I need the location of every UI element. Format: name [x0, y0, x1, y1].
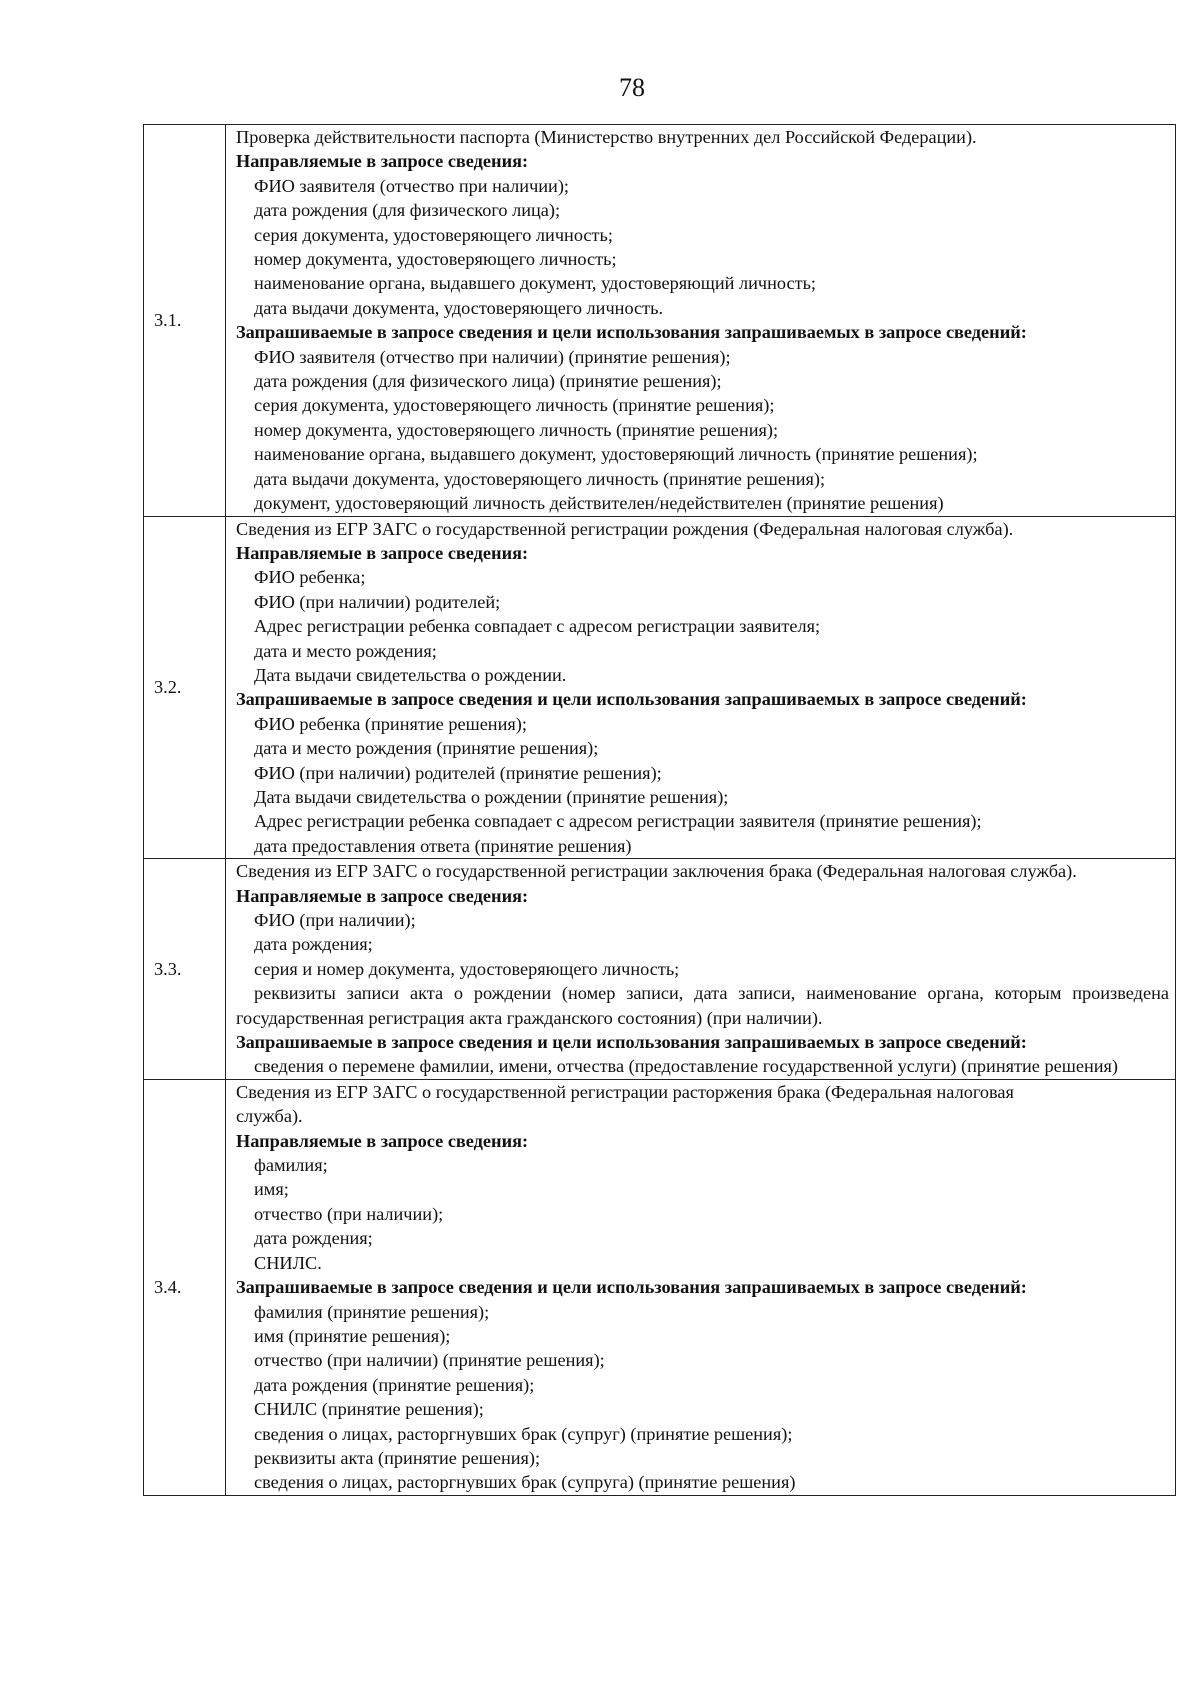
list-item: фамилия;: [254, 1155, 328, 1176]
list-item: дата рождения (принятие решения);: [254, 1374, 535, 1395]
sent-heading: Направляемые в запросе сведения:: [236, 1130, 529, 1151]
list-item: дата рождения (для физического лица);: [254, 200, 561, 221]
table-row: [144, 516, 1176, 859]
list-item: дата и место рождения (принятие решения);: [254, 738, 599, 759]
list-item-long: реквизиты записи акта о рождении (номер записи, дата записи, наименование органа, которым произведена государственная регистрация акта гражданского состояния) (при наличии).: [236, 983, 1169, 1028]
list-item: серия документа, удостоверяющего личность (принятие решения);: [254, 395, 775, 416]
list-item: ФИО (при наличии) родителей;: [254, 591, 501, 612]
list-item: СНИЛС (принятие решения);: [254, 1399, 484, 1420]
row-content: [226, 125, 1176, 517]
list-item: ФИО заявителя (отчество при наличии);: [254, 175, 570, 196]
list-item: Адрес регистрации ребенка совпадает с адресом регистрации заявителя (принятие решения);: [254, 811, 982, 832]
list-item: номер документа, удостоверяющего личность;: [254, 249, 617, 270]
requested-heading: Запрашиваемые в запросе сведения и цели использования запрашиваемых в запросе сведений:: [236, 322, 1027, 343]
list-item: сведения о лицах, расторгнувших брак (супруга) (принятие решения): [254, 1472, 796, 1493]
row-title: Проверка действительности паспорта (Министерство внутренних дел Российской Федерации).: [236, 127, 977, 147]
row-number: 3.1.: [144, 125, 226, 517]
row-content: [226, 859, 1176, 1080]
list-item: серия документа, удостоверяющего личность;: [254, 224, 613, 245]
row-title: Сведения из ЕГР ЗАГС о государственной регистрации рождения (Федеральная налоговая служба).: [236, 518, 1014, 539]
row-number: 3.2.: [144, 516, 226, 859]
list-item: ФИО заявителя (отчество при наличии) (принятие решения);: [254, 346, 731, 367]
list-item: наименование органа, выдавшего документ, удостоверяющий личность (принятие решения);: [254, 444, 978, 465]
page-number: 78: [619, 73, 645, 102]
row-title-line-1: Сведения из ЕГР ЗАГС о государственной регистрации расторжения брака (Федеральная налоговая: [236, 1081, 1014, 1102]
requested-heading: Запрашиваемые в запросе сведения и цели использования запрашиваемых в запросе сведений:: [236, 1277, 1027, 1298]
list-item: дата предоставления ответа (принятие решения): [254, 835, 632, 856]
list-item: реквизиты акта (принятие решения);: [254, 1447, 541, 1468]
table-row: [144, 125, 1176, 517]
list-item: дата рождения (для физического лица) (принятие решения);: [254, 371, 722, 392]
data-requests-table: [143, 124, 1176, 1496]
list-item: Дата выдачи свидетельства о рождении.: [254, 664, 567, 685]
list-item: номер документа, удостоверяющего личность (принятие решения);: [254, 419, 779, 440]
list-item: дата и место рождения;: [254, 640, 437, 661]
list-item: сведения о лицах, расторгнувших брак (супруг) (принятие решения);: [254, 1423, 793, 1444]
list-item: имя (принятие решения);: [254, 1325, 451, 1346]
list-item: наименование органа, выдавшего документ, удостоверяющий личность;: [254, 273, 817, 294]
list-item: ФИО ребенка (принятие решения);: [254, 713, 527, 734]
sent-heading: Направляемые в запросе сведения:: [236, 151, 529, 172]
requested-heading: Запрашиваемые в запросе сведения и цели использования запрашиваемых в запросе сведений:: [236, 689, 1027, 710]
list-item: отчество (при наличии);: [254, 1203, 444, 1224]
row-title: Сведения из ЕГР ЗАГС о государственной регистрации заключения брака (Федеральная налоговая служба).: [236, 861, 1077, 882]
row-content: [226, 516, 1176, 859]
table-row: [144, 1079, 1176, 1495]
list-item: документ, удостоверяющий личность действителен/недействителен (принятие решения): [254, 493, 944, 514]
table-row: [144, 859, 1176, 1080]
list-item: имя;: [254, 1179, 289, 1200]
list-item: Дата выдачи свидетельства о рождении (принятие решения);: [254, 786, 729, 807]
list-item: дата выдачи документа, удостоверяющего личность (принятие решения);: [254, 468, 826, 489]
row-number: 3.4.: [144, 1079, 226, 1495]
list-item: дата рождения;: [254, 1228, 373, 1249]
list-item: отчество (при наличии) (принятие решения);: [254, 1350, 605, 1371]
list-item: ФИО (при наличии);: [254, 910, 416, 930]
list-item: фамилия (принятие решения);: [254, 1301, 490, 1322]
row-title-line-2: служба).: [236, 1106, 303, 1127]
row-number: 3.3.: [144, 859, 226, 1080]
sent-heading: Направляемые в запросе сведения:: [236, 542, 529, 563]
list-item: серия и номер документа, удостоверяющего личность;: [254, 958, 680, 979]
row-content: [226, 1079, 1176, 1495]
sent-heading: Направляемые в запросе сведения:: [236, 885, 529, 906]
list-item: ФИО ребенка;: [254, 567, 366, 588]
list-item: дата выдачи документа, удостоверяющего личность.: [254, 297, 664, 318]
list-item-long: сведения о перемене фамилии, имени, отчества (предоставление государственной услуги) (принятие решения): [254, 1056, 1119, 1077]
list-item: Адрес регистрации ребенка совпадает с адресом регистрации заявителя;: [254, 616, 821, 637]
list-item: СНИЛС.: [254, 1252, 322, 1273]
requested-heading: Запрашиваемые в запросе сведения и цели использования запрашиваемых в запросе сведений:: [236, 1032, 1027, 1053]
list-item: дата рождения;: [254, 934, 373, 955]
list-item: ФИО (при наличии) родителей (принятие решения);: [254, 762, 662, 783]
